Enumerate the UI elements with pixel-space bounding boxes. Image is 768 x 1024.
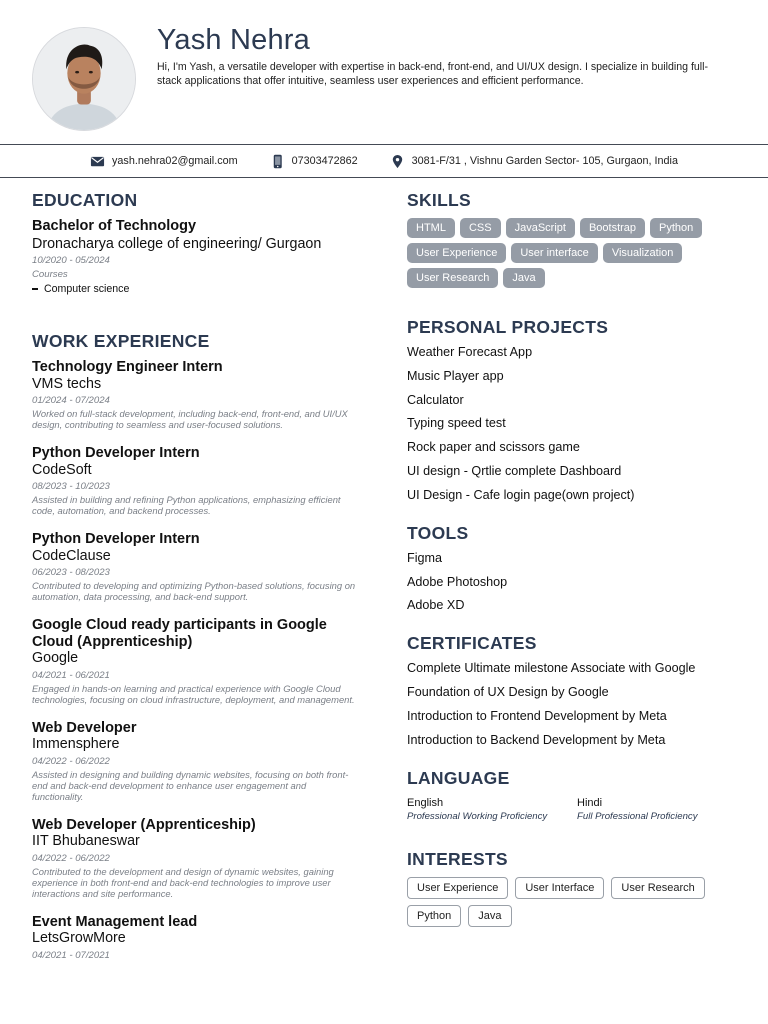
skill-tag: Java: [503, 268, 544, 288]
language-section: [407, 768, 747, 823]
job-entry: [32, 531, 367, 602]
language-proficiency: Full Professional Proficiency: [577, 810, 698, 822]
contact-bar: [0, 144, 768, 178]
job-entry: [32, 445, 367, 516]
job-dates: 08/2023 - 10/2023: [32, 481, 110, 492]
skills-heading: SKILLS: [407, 190, 472, 210]
education-dates: 10/2020 - 05/2024: [32, 255, 110, 266]
job-entry: [32, 359, 367, 430]
interests-section: [407, 849, 747, 933]
job-dates: 04/2022 - 06/2022: [32, 755, 110, 767]
projects-heading: PERSONAL PROJECTS: [407, 317, 609, 337]
skill-tag: Visualization: [603, 243, 683, 263]
project-item: Typing speed test: [407, 416, 506, 431]
project-item: UI Design - Cafe login page(own project): [407, 487, 635, 502]
interest-tag: Java: [468, 905, 511, 927]
skill-tag: Bootstrap: [580, 218, 645, 238]
job-company: VMS techs: [32, 375, 102, 392]
job-description: Assisted in designing and building dynamic websites, focusing on both front-end and back-end development to enhance user engagement and functionality.: [32, 768, 349, 802]
job-description: Assisted in building and refining Python applications, emphasizing efficient code, automation, and backend processes.: [32, 494, 341, 516]
email-text: yash.nehra02@gmail.com: [112, 155, 238, 167]
certificates-section: [407, 633, 747, 747]
education-degree: Bachelor of Technology: [32, 218, 197, 234]
education-heading: EDUCATION: [32, 190, 138, 210]
project-list: [407, 345, 747, 503]
job-company: IIT Bhubaneswar: [32, 833, 140, 849]
job-dates: 01/2024 - 07/2024: [32, 395, 110, 406]
education-section: [32, 190, 367, 295]
certificate-item: Foundation of UX Design by Google: [407, 685, 609, 700]
certificate-item: Introduction to Backend Development by Meta: [407, 732, 666, 747]
envelope-icon: [90, 154, 105, 169]
job-title: Python Developer Intern: [32, 445, 200, 461]
course-item: [32, 283, 367, 295]
job-entry: [32, 914, 367, 962]
interest-tag: User Experience: [407, 877, 508, 899]
work-experience-section: [32, 331, 367, 962]
job-title: Web Developer (Apprenticeship): [32, 816, 256, 833]
certificates-heading: CERTIFICATES: [407, 633, 537, 654]
certificate-item: Complete Ultimate milestone Associate with Google: [407, 661, 696, 676]
course-name: Computer science: [44, 283, 130, 295]
skill-tag: HTML: [407, 218, 455, 238]
tool-item: Adobe Photoshop: [407, 574, 508, 589]
project-item: Weather Forecast App: [407, 345, 533, 359]
skill-tag: User Experience: [407, 243, 506, 263]
tool-item: Adobe XD: [407, 598, 465, 613]
tools-heading: TOOLS: [407, 522, 469, 543]
job-list: [32, 359, 367, 962]
left-column: [32, 190, 367, 977]
job-title: Event Management lead: [32, 913, 198, 930]
job-company: LetsGrowMore: [32, 930, 126, 946]
job-title: Technology Engineer Intern: [32, 359, 223, 375]
language-entry: [407, 796, 577, 823]
resume-header: [0, 0, 768, 144]
profile-summary: Hi, I'm Yash, a versatile developer with expertise in back-end, front-end, and UI/UX design. I specialize in building full-stack applications that offer intuitive, seamless user experiences and efficient performance.: [157, 61, 709, 87]
right-column: [407, 190, 747, 933]
skills-section: [407, 190, 747, 293]
skill-tag: Python: [650, 218, 702, 238]
job-description: Worked on full-stack development, including back-end, front-end, and UI/UX design, contributing to seamless and user-focused solutions.: [32, 408, 348, 430]
job-description: Contributed to developing and optimizing Python-based solutions, focusing on automation, data processing, and back-end support.: [32, 580, 356, 602]
education-courses-label: Courses: [32, 269, 68, 280]
job-entry: [32, 720, 367, 802]
job-description: Contributed to the development and design of dynamic websites, gaining experience in both front-end and back-end technologies to improve user interactions and site performance.: [32, 865, 334, 899]
language-name: English: [407, 796, 444, 809]
contact-address: [390, 154, 678, 169]
language-entry: [577, 796, 747, 823]
profile-photo: [32, 27, 136, 131]
project-item: UI design - Qrtlie complete Dashboard: [407, 463, 622, 478]
project-item: Calculator: [407, 392, 464, 407]
map-pin-icon: [390, 154, 405, 169]
skill-tag: JavaScript: [506, 218, 575, 238]
contact-email[interactable]: [90, 154, 238, 169]
job-company: CodeSoft: [32, 461, 92, 478]
job-dates: 04/2021 - 06/2021: [32, 669, 110, 681]
skill-list: [407, 218, 747, 293]
job-company: Immensphere: [32, 736, 120, 752]
job-title: Google Cloud ready participants in Google Cloud (Apprenticeship): [32, 617, 327, 650]
language-name: Hindi: [577, 796, 603, 809]
projects-section: [407, 317, 747, 503]
project-item: Music Player app: [407, 368, 504, 383]
job-dates: 04/2021 - 07/2021: [32, 949, 110, 961]
job-company: CodeClause: [32, 547, 111, 564]
education-school: Dronacharya college of engineering/ Gurgaon: [32, 236, 322, 252]
certificate-item: Introduction to Frontend Development by Meta: [407, 708, 667, 723]
work-experience-heading: WORK EXPERIENCE: [32, 331, 210, 351]
skill-tag: User Research: [407, 268, 498, 288]
tool-item: Figma: [407, 550, 442, 565]
phone-icon: [270, 154, 285, 169]
interest-tag: User Research: [611, 877, 704, 899]
skill-tag: CSS: [460, 218, 501, 238]
interest-tag: Python: [407, 905, 461, 927]
interest-list: [407, 877, 747, 933]
job-entry: [32, 617, 367, 705]
phone-text: 07303472862: [291, 155, 358, 167]
interest-tag: User Interface: [515, 877, 604, 899]
job-title: Python Developer Intern: [32, 531, 200, 547]
certificate-list: [407, 661, 747, 747]
job-title: Web Developer: [32, 719, 137, 736]
education-course-list: [32, 283, 367, 295]
language-proficiency: Professional Working Proficiency: [407, 810, 548, 822]
tools-section: [407, 523, 747, 614]
contact-phone: [270, 154, 358, 169]
language-heading: LANGUAGE: [407, 767, 510, 788]
tool-list: [407, 551, 747, 614]
job-entry: [32, 817, 367, 899]
candidate-name: Yash Nehra: [157, 24, 310, 56]
interests-heading: INTERESTS: [407, 848, 508, 869]
job-dates: 06/2023 - 08/2023: [32, 567, 110, 578]
address-text: 3081-F/31 , Vishnu Garden Sector- 105, Gurgaon, India: [411, 155, 678, 167]
job-description: Engaged in hands-on learning and practical experience with Google Cloud technologies, focusing on cloud infrastructure, deployment, and management.: [32, 682, 355, 705]
job-company: Google: [32, 650, 79, 666]
bullet-dash: [32, 288, 38, 290]
job-dates: 04/2022 - 06/2022: [32, 852, 110, 864]
language-list: [407, 796, 747, 823]
project-item: Rock paper and scissors game: [407, 440, 580, 455]
skill-tag: User interface: [511, 243, 597, 263]
